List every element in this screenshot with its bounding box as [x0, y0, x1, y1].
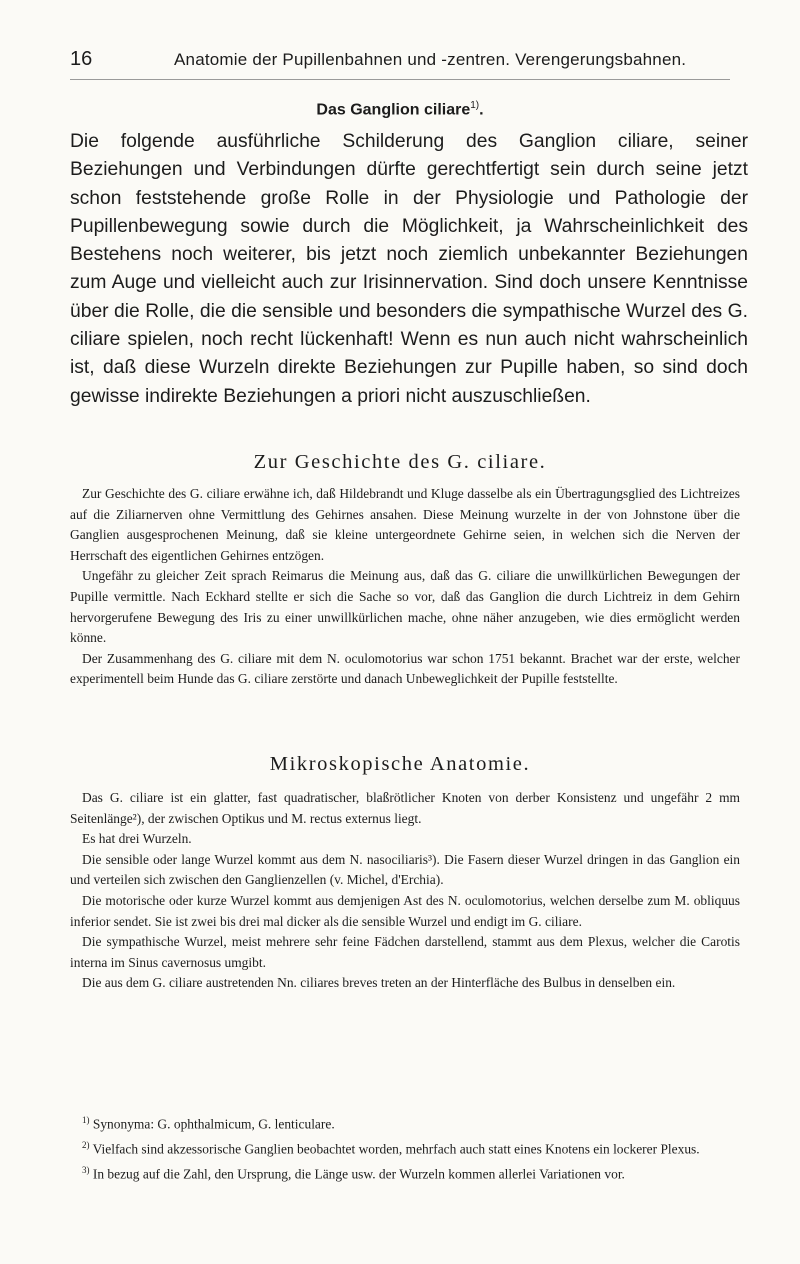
footnote-text: Synonyma: G. ophthalmicum, G. lenticulare.	[92, 1116, 335, 1132]
paragraph: Die motorische oder kurze Wurzel kommt aus demjenigen Ast des N. oculomotorius, welchen derselbe zum M. obliquus inferior sendet. Sie ist zwei bis drei mal dicker als die sensible Wurzel und endigt im G. ciliare.	[70, 892, 740, 929]
chapter-title-text: Das Ganglion ciliare	[316, 101, 471, 119]
anatomy-section	[70, 788, 740, 994]
paragraph: Ungefähr zu gleicher Zeit sprach Reimarus die Meinung aus, daß das G. ciliare die unwillkürlichen Bewegungen der Pupille vermittle. Nach Eckhard stellte er sich die Sache so vor, daß das Ganglion die durch Lichtreiz in dem Gehirn hervorgerufene Bewegung des Iris zu einer unwillkürlichen mache, ohne näher anzugeben, wie dies ermöglicht werden könne.	[70, 568, 740, 646]
footnote-mark: 1)	[82, 1115, 90, 1125]
paragraph: Zur Geschichte des G. ciliare erwähne ich, daß Hildebrandt und Kluge dasselbe als ein Übertragungsglied des Lichtreizes auf die Ziliarnerven ohne Vermittlung des Gehirnes ansahen. Diese Meinung wurzelte in der von Johnstone über die Ganglien ausgesprochenen Meinung, daß sie kleine untergeordnete Gehirne seien, in welchen sich die Nerven der Herrschaft des eigentlichen Gehirnes entzögen.	[70, 486, 740, 563]
paragraph: Es hat drei Wurzeln.	[82, 831, 192, 847]
footnote-mark: 2)	[82, 1140, 90, 1151]
paragraph: Das G. ciliare ist ein glatter, fast quadratischer, blaßrötlicher Knoten von derber Konsistenz und ungefähr 2 mm Seitenlänge²), der zwischen Optikus und M. rectus externus liegt.	[70, 790, 740, 826]
running-title: Anatomie der Pupillenbahnen und -zentren. Verengerungsbahnen.	[174, 50, 687, 69]
paragraph: Die aus dem G. ciliare austretenden Nn. ciliares breves treten an der Hinterfläche des Bulbus in denselben ein.	[82, 975, 676, 991]
paragraph: Die sensible oder lange Wurzel kommt aus dem N. nasociliaris³). Die Fasern dieser Wurzel dringen in das Ganglion ein und verteilen sich zwischen den Ganglienzellen (v. Michel, d'Erchia).	[70, 851, 740, 888]
intro-paragraph: Die folgende ausführliche Schilderung des Ganglion ciliare, seiner Beziehungen und Verbindungen dürfte gerechtfertigt sein durch seine jetzt schon feststehende große Rolle in der Physiologie und Pathologie der Pupillenbewegung sowie durch die Möglichkeit, ja Wahrscheinlichkeit des Bestehens noch weiterer, bis jetzt noch ziemlich unbekannter Beziehungen zum Auge und vielleicht auch zur Irisinnervation. Sind doch unsere Kenntnisse über die Rolle, die die sensible und besonders die sympathische Wurzel des G. ciliare spielen, noch recht lückenhaft! Wenn es nun auch nicht wahrscheinlich ist, daß diese Wurzeln direkte Beziehungen zur Pupille haben, so sind doch gewisse indirekte Beziehungen a priori nicht auszuschließen.	[70, 131, 748, 407]
paragraph: Die sympathische Wurzel, meist mehrere sehr feine Fädchen darstellend, stammt aus dem Plexus, welcher die Carotis interna im Sinus cavernosus umgibt.	[70, 934, 740, 970]
page-number: 16	[70, 48, 93, 70]
running-head	[70, 48, 730, 80]
footnote	[70, 1160, 740, 1185]
footnote-text: Vielfach sind akzessorische Ganglien beobachtet worden, mehrfach auch statt eines Knotens ein lockerer Plexus.	[92, 1141, 700, 1157]
chapter-title: Das Ganglion ciliare$^{1)}$.	[316, 100, 484, 119]
footnote-mark: 3)	[82, 1165, 90, 1176]
section-heading-history: Zur Geschichte des G. ciliare.	[253, 451, 547, 473]
history-section	[70, 484, 740, 690]
paragraph: Der Zusammenhang des G. ciliare mit dem N. oculomotorius war schon 1751 bekannt. Brachet war der erste, welcher experimentell beim Hunde das G. ciliare zerstörte und danach Unbeweglichkeit der Pupille feststellte.	[70, 650, 740, 687]
footnote	[70, 1135, 740, 1160]
footnote	[70, 1110, 740, 1135]
footnotes	[70, 1110, 740, 1185]
footnote-ref: 1)	[470, 100, 480, 111]
section-heading-anatomy: Mikroskopische Anatomie.	[269, 753, 531, 775]
footnote-text: In bezug auf die Zahl, den Ursprung, die Länge usw. der Wurzeln kommen allerlei Variationen vor.	[92, 1166, 625, 1182]
